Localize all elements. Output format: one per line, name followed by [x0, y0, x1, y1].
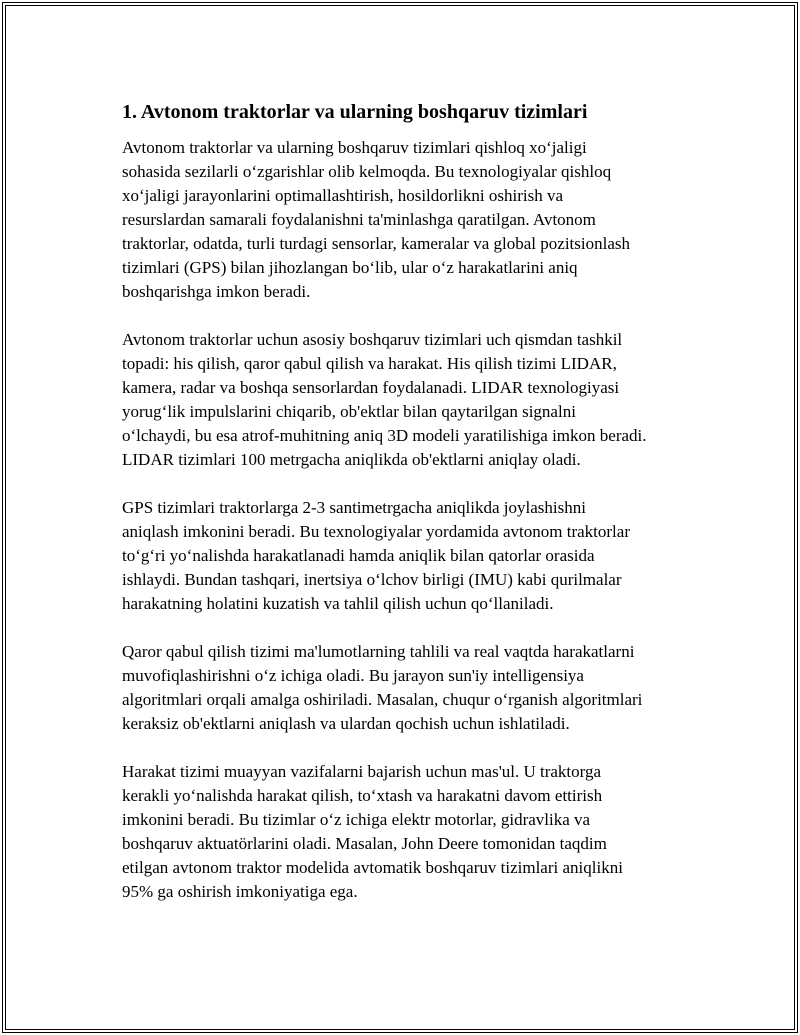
paragraph-line: Qaror qabul qilish tizimi ma'lumotlarning tahlili va real vaqtda harakatlarni	[122, 642, 635, 661]
paragraph-line: boshqarishga imkon beradi.	[122, 282, 311, 301]
paragraph-line: resurslardan samarali foydalanishni ta'minlashga qaratilgan. Avtonom	[122, 210, 596, 229]
paragraph-line: yorug‘lik impulslarini chiqarib, ob'ektlar bilan qaytarilgan signalni	[122, 402, 576, 421]
paragraph-5	[122, 760, 722, 904]
paragraph-line: xo‘jaligi jarayonlarini optimallashtirish, hosildorlikni oshirish va	[122, 186, 563, 205]
paragraph-line: GPS tizimlari traktorlarga 2-3 santimetrgacha aniqlikda joylashishni	[122, 498, 586, 517]
page-border	[2, 2, 798, 1033]
paragraph-line: 95% ga oshirish imkoniyatiga ega.	[122, 882, 358, 901]
paragraph-3	[122, 496, 722, 616]
paragraph-line: kerakli yo‘nalishda harakat qilish, to‘xtash va harakatni davom ettirish	[122, 786, 603, 805]
paragraph-line: aniqlash imkonini beradi. Bu texnologiyalar yordamida avtonom traktorlar	[122, 522, 630, 541]
paragraph-line: keraksiz ob'ektlarni aniqlash va ulardan qochish uchun ishlatiladi.	[122, 714, 570, 733]
paragraph-line: Harakat tizimi muayyan vazifalarni bajarish uchun mas'ul. U traktorga	[122, 762, 602, 781]
paragraph-1	[122, 136, 722, 304]
paragraph-line: LIDAR tizimlari 100 metrgacha aniqlikda ob'ektlarni aniqlay oladi.	[122, 450, 581, 469]
paragraph-line: o‘lchaydi, bu esa atrof-muhitning aniq 3D modeli yaratilishiga imkon beradi.	[122, 426, 647, 445]
paragraph-2	[122, 328, 722, 472]
paragraph-line: etilgan avtonom traktor modelida avtomatik boshqaruv tizimlari aniqlikni	[122, 858, 623, 877]
paragraph-line: sohasida sezilarli o‘zgarishlar olib kelmoqda. Bu texnologiyalar qishloq	[122, 162, 612, 181]
paragraph-4	[122, 640, 722, 736]
paragraph-line: tizimlari (GPS) bilan jihozlangan bo‘lib, ular o‘z harakatlarini aniq	[122, 258, 578, 277]
paragraph-line: boshqaruv aktuatörlarini oladi. Masalan, John Deere tomonidan taqdim	[122, 834, 607, 853]
paragraph-line: kamera, radar va boshqa sensorlardan foydalanadi. LIDAR texnologiyasi	[122, 378, 620, 397]
paragraph-line: ishlaydi. Bundan tashqari, inertsiya o‘lchov birligi (IMU) kabi qurilmalar	[122, 570, 622, 589]
paragraph-line: harakatning holatini kuzatish va tahlil qilish uchun qo‘llaniladi.	[122, 594, 554, 613]
document-title: 1. Avtonom traktorlar va ularning boshqaruv tizimlari	[122, 101, 588, 123]
paragraph-line: Avtonom traktorlar uchun asosiy boshqaruv tizimlari uch qismdan tashkil	[122, 330, 623, 349]
paragraph-line: to‘g‘ri yo‘nalishda harakatlanadi hamda aniqlik bilan qatorlar orasida	[122, 546, 595, 565]
document-body	[122, 98, 722, 928]
paragraph-line: traktorlar, odatda, turli turdagi sensorlar, kameralar va global pozitsionlash	[122, 234, 630, 253]
paragraph-line: imkonini beradi. Bu tizimlar o‘z ichiga elektr motorlar, gidravlika va	[122, 810, 591, 829]
paragraph-line: algoritmlari orqali amalga oshiriladi. Masalan, chuqur o‘rganish algoritmlari	[122, 690, 643, 709]
paragraph-line: Avtonom traktorlar va ularning boshqaruv tizimlari qishloq xo‘jaligi	[122, 138, 587, 157]
paragraph-line: topadi: his qilish, qaror qabul qilish va harakat. His qilish tizimi LIDAR,	[122, 354, 617, 373]
paragraph-line: muvofiqlashirishni o‘z ichiga oladi. Bu jarayon sun'iy intelligensiya	[122, 666, 584, 685]
